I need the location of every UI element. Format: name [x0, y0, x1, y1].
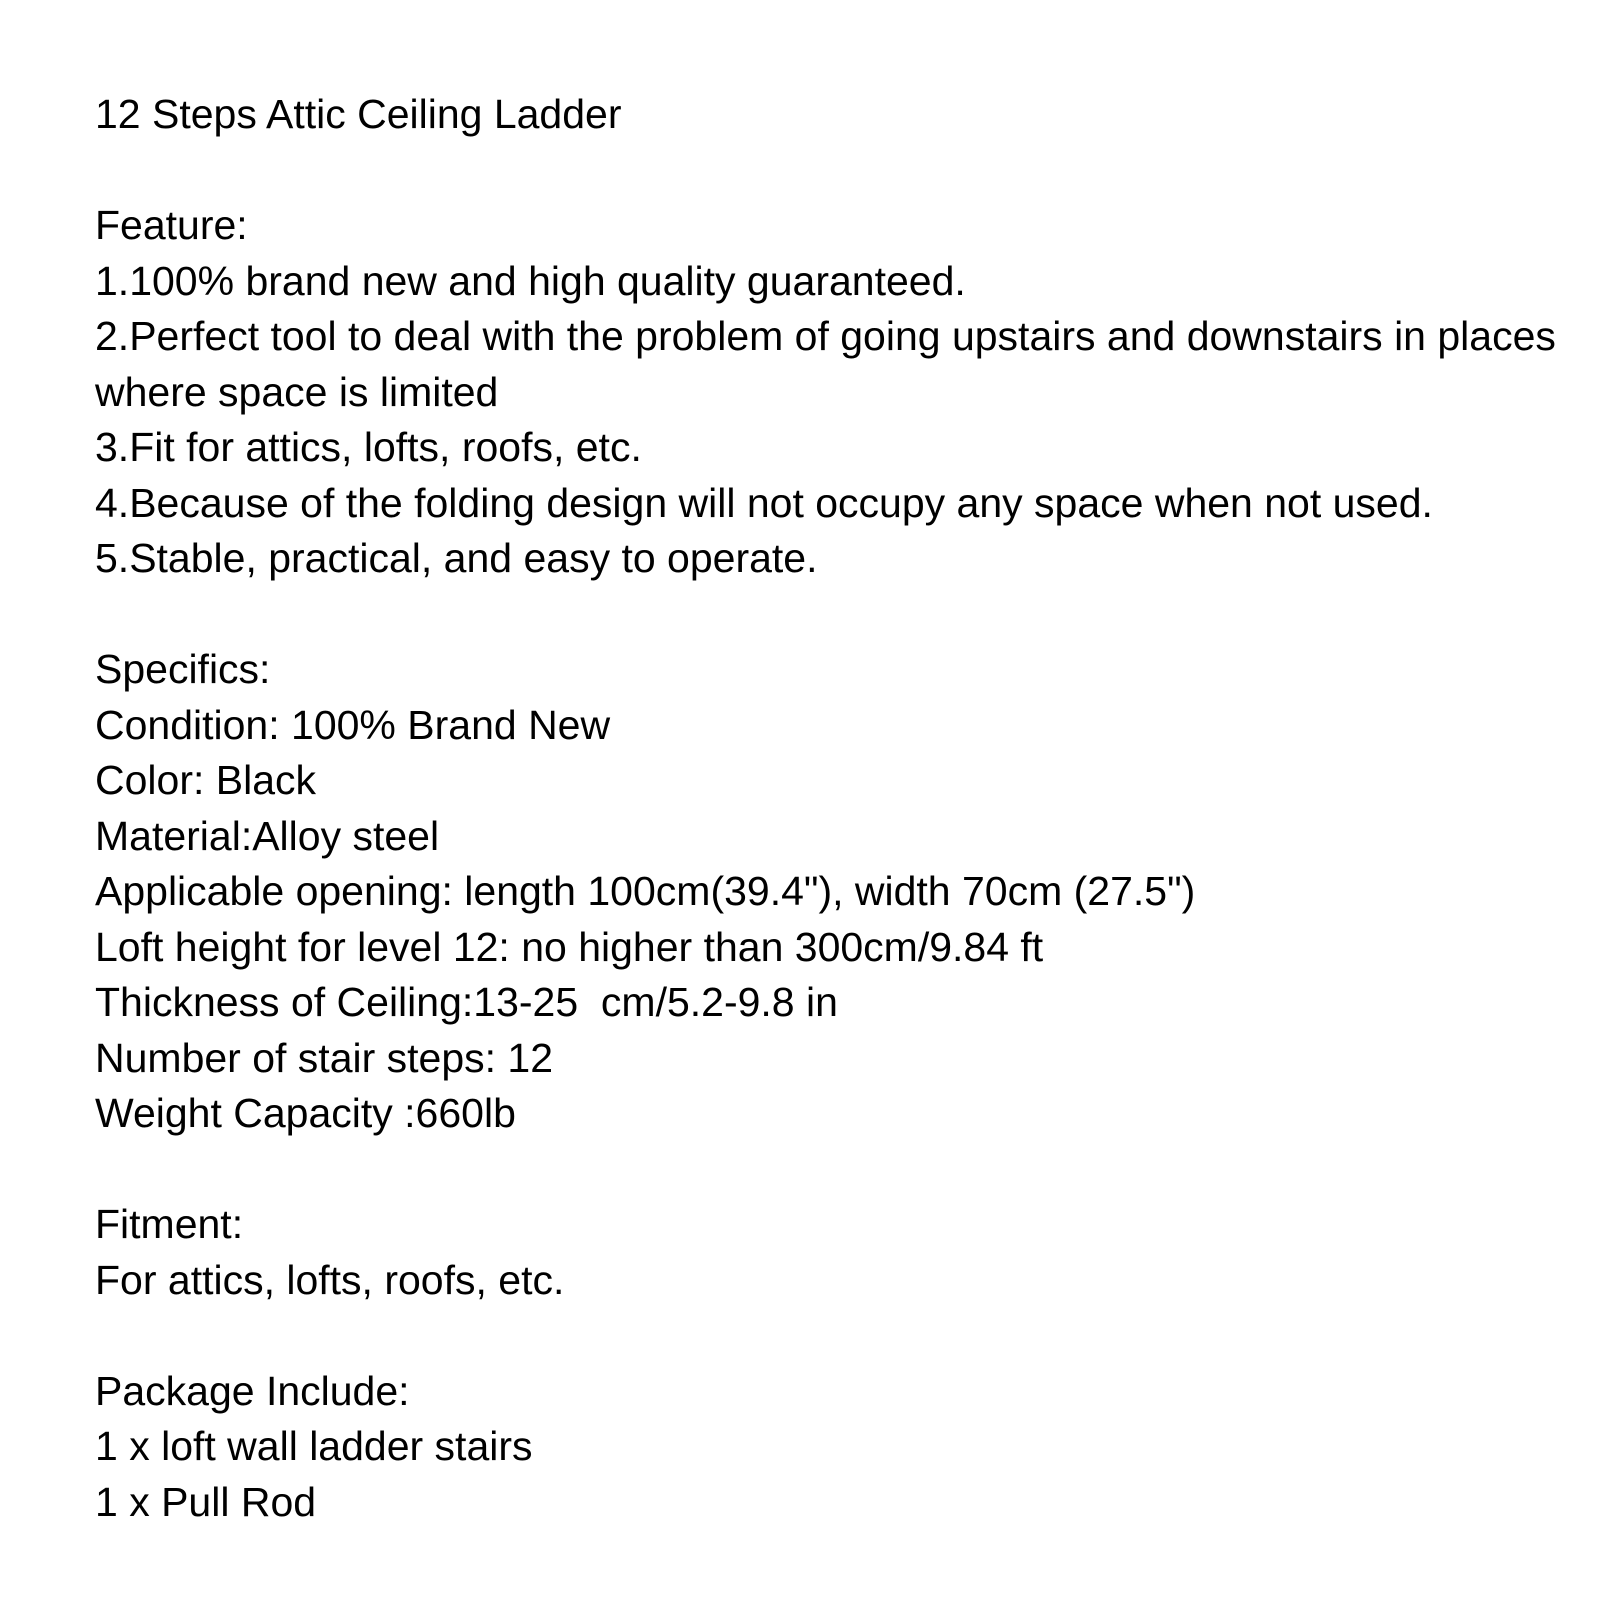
feature-item: 5.Stable, practical, and easy to operate.: [95, 535, 818, 581]
feature-item: 4.Because of the folding design will not occupy any space when not used.: [95, 479, 1433, 526]
feature-item: 1.100% brand new and high quality guaranteed.: [95, 257, 966, 304]
fitment-text: For attics, lofts, roofs, etc.: [95, 1256, 565, 1303]
product-title: 12 Steps Attic Ceiling Ladder: [95, 91, 622, 137]
package-item: 1 x Pull Rod: [95, 1478, 317, 1525]
spec-color: Color: Black: [95, 757, 317, 803]
spacer: [95, 1308, 1565, 1364]
spec-condition: Condition: 100% Brand New: [95, 701, 611, 748]
package-item: 1 x loft wall ladder stairs: [95, 1423, 533, 1469]
spacer: [95, 1142, 1565, 1198]
spec-ceiling-thickness: Thickness of Ceiling:13-25 cm/5.2-9.8 in: [95, 979, 838, 1025]
spec-loft-height: Loft height for level 12: no higher than 300cm/9.84 ft: [95, 923, 1044, 970]
fitment-heading: Fitment:: [95, 1201, 244, 1247]
spec-steps: Number of stair steps: 12: [95, 1034, 554, 1081]
feature-item: 2.Perfect tool to deal with the problem of going upstairs and downstairs in places where space is limited: [95, 313, 1556, 415]
specifics-heading: Specifics:: [95, 646, 271, 692]
product-description: [95, 87, 1565, 1530]
feature-item: 3.Fit for attics, lofts, roofs, etc.: [95, 424, 642, 470]
spec-opening: Applicable opening: length 100cm(39.4"), width 70cm (27.5"): [95, 868, 1196, 914]
spacer: [95, 143, 1565, 199]
spec-material: Material:Alloy steel: [95, 812, 440, 859]
spec-weight-capacity: Weight Capacity :660lb: [95, 1090, 516, 1136]
feature-heading: Feature:: [95, 202, 248, 248]
package-heading: Package Include:: [95, 1367, 410, 1414]
spacer: [95, 587, 1565, 643]
